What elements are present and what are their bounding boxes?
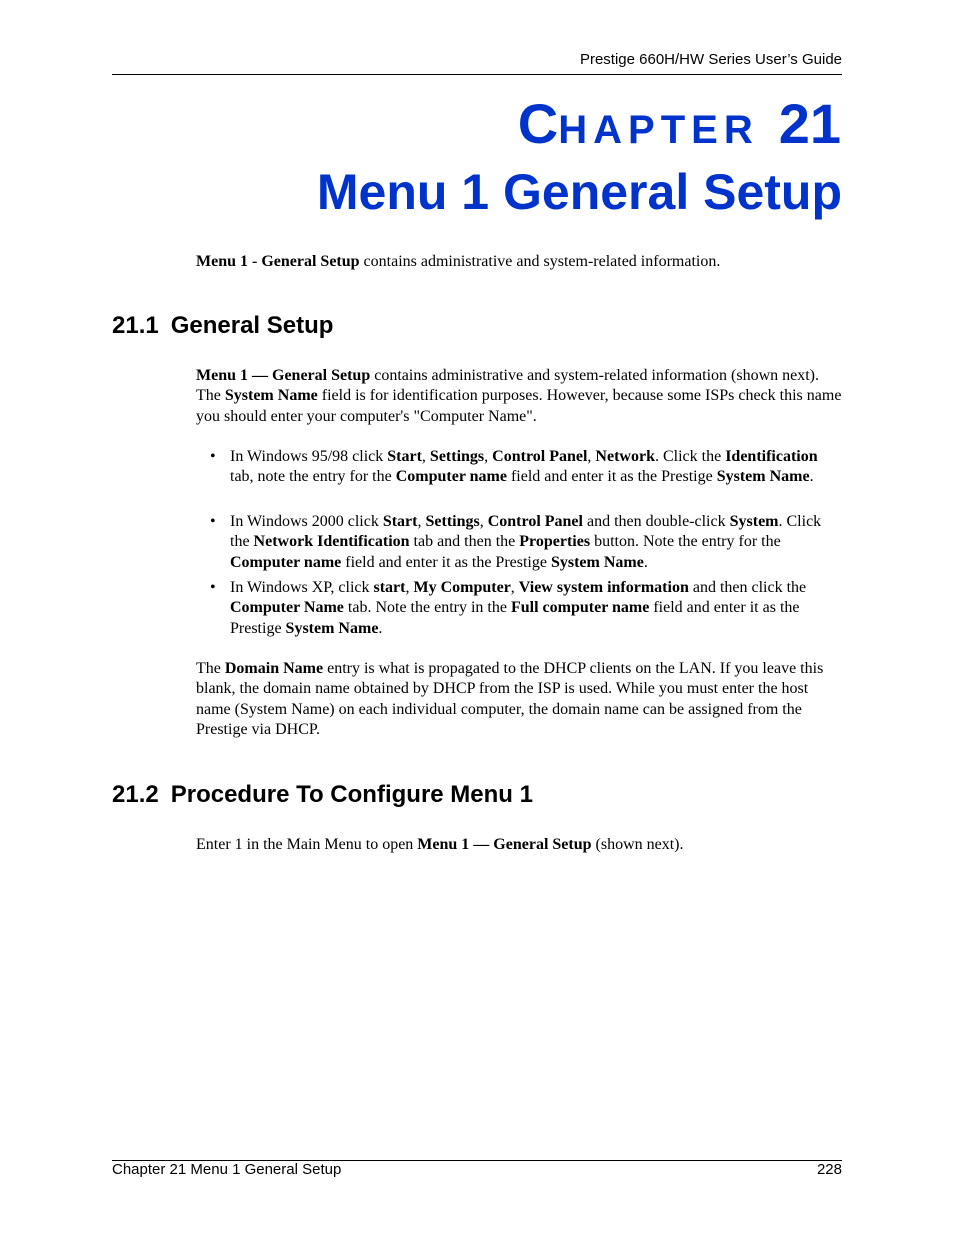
bold-term: Menu 1 — General Setup xyxy=(417,836,592,853)
text-run: , xyxy=(479,513,488,530)
text-run: field and enter it as the Prestige xyxy=(341,553,551,571)
bold-term: View system information xyxy=(518,579,689,596)
text-run: and then double-click xyxy=(582,513,730,530)
bold-term: Properties xyxy=(519,533,591,551)
list-item-text xyxy=(230,512,844,573)
bold-term: System Name xyxy=(285,619,379,637)
bold-term: Menu 1 — General Setup xyxy=(196,367,371,384)
list-item-text xyxy=(230,447,844,488)
bold-term: Start xyxy=(387,448,422,465)
intro-bold: Menu 1 - General Setup xyxy=(196,253,360,270)
bold-term: Full computer name xyxy=(510,599,650,617)
intro-text: contains administrative and system-related information. xyxy=(359,253,721,270)
section1-paragraph xyxy=(196,366,844,427)
running-header-title: Prestige 660H/HW Series User’s Guide xyxy=(579,51,842,68)
text-run: field and enter it as the Prestige xyxy=(230,599,800,637)
text-run: tab. Note the entry in the xyxy=(343,599,511,617)
chapter-label xyxy=(517,92,841,155)
text-run: . xyxy=(378,619,383,637)
bold-term: Settings xyxy=(425,513,480,530)
section-heading-21-2 xyxy=(112,781,533,809)
page-number: 228 xyxy=(816,1161,842,1178)
chapter-title: Menu 1 General Setup xyxy=(316,164,842,220)
text-run: and then click the xyxy=(688,579,807,596)
text-run: In Windows 95/98 click xyxy=(230,448,388,465)
bold-term: Computer name xyxy=(395,468,507,486)
bold-term: System xyxy=(729,513,779,530)
text-run: field is for identification purposes. However, because some ISPs check this name you should enter your computer's "Computer Name". xyxy=(196,387,842,425)
text-run: The xyxy=(196,660,225,677)
text-run: (shown next). xyxy=(591,836,684,853)
footer-chapter-title: Chapter 21 Menu 1 General Setup xyxy=(112,1161,342,1178)
text-run: In Windows 2000 click xyxy=(230,513,383,530)
text-run: tab and then the xyxy=(409,533,520,551)
bold-term: Domain Name xyxy=(224,660,324,677)
domain-name-paragraph xyxy=(196,659,844,740)
bold-term: Identification xyxy=(725,448,818,465)
bold-term: Computer Name xyxy=(230,599,344,617)
bold-term: start xyxy=(373,579,406,596)
intro-paragraph xyxy=(196,252,844,272)
text-run: . Click the xyxy=(230,513,822,551)
section-number: 21.1 xyxy=(112,312,159,339)
text-run: entry is what is propagated to the DHCP clients on the LAN. If you leave this blank, the domain name obtained by DHCP from the ISP is used. While you must enter the host name (System Name) on each individual computer, the domain name can be assigned from the Prestige via DHCP. xyxy=(196,660,824,738)
section2-paragraph xyxy=(196,835,844,855)
text-run: tab, note the entry for the xyxy=(230,468,396,486)
bold-term: System Name xyxy=(550,553,644,571)
text-run: button. Note the entry for the xyxy=(590,533,781,551)
section-title: Procedure To Configure Menu 1 xyxy=(170,781,533,808)
bold-term: Computer name xyxy=(230,553,342,571)
bold-term: My Computer xyxy=(413,579,511,596)
bold-term: Network xyxy=(595,448,655,465)
chapter-label-initial: C xyxy=(517,92,559,155)
bullet-glyph: • xyxy=(210,579,216,596)
text-run: . Click the xyxy=(654,448,726,465)
text-run: , xyxy=(510,579,519,596)
text-run: , xyxy=(421,448,430,465)
text-run: In Windows XP, click xyxy=(230,579,374,596)
text-run: Enter 1 in the Main Menu to open xyxy=(196,836,418,853)
bold-term: System Name xyxy=(224,387,318,405)
section-heading-21-1 xyxy=(112,312,333,340)
chapter-label-rest: HAPTER xyxy=(558,108,759,152)
bullet-glyph: • xyxy=(210,448,216,465)
text-run: , xyxy=(417,513,426,530)
bullet-glyph: • xyxy=(210,513,216,530)
bold-term: System Name xyxy=(716,468,810,486)
bold-term: Start xyxy=(382,513,418,530)
bold-term: Control Panel xyxy=(487,513,583,530)
text-run: . xyxy=(643,553,648,571)
text-run: , xyxy=(405,579,414,596)
bold-term: Network Identification xyxy=(253,533,410,551)
text-run: , xyxy=(484,448,493,465)
chapter-number: 21 xyxy=(778,92,841,155)
bold-term: Settings xyxy=(429,448,485,465)
section-title: General Setup xyxy=(170,312,334,339)
bold-term: Control Panel xyxy=(492,448,588,465)
list-item-text xyxy=(230,578,844,639)
section-number: 21.2 xyxy=(112,781,159,808)
text-run: , xyxy=(587,448,596,465)
header-rule xyxy=(112,74,842,75)
text-run: contains administrative and system-related information (shown next). The xyxy=(196,367,819,405)
text-run: field and enter it as the Prestige xyxy=(506,468,717,486)
text-run: . xyxy=(809,468,814,486)
